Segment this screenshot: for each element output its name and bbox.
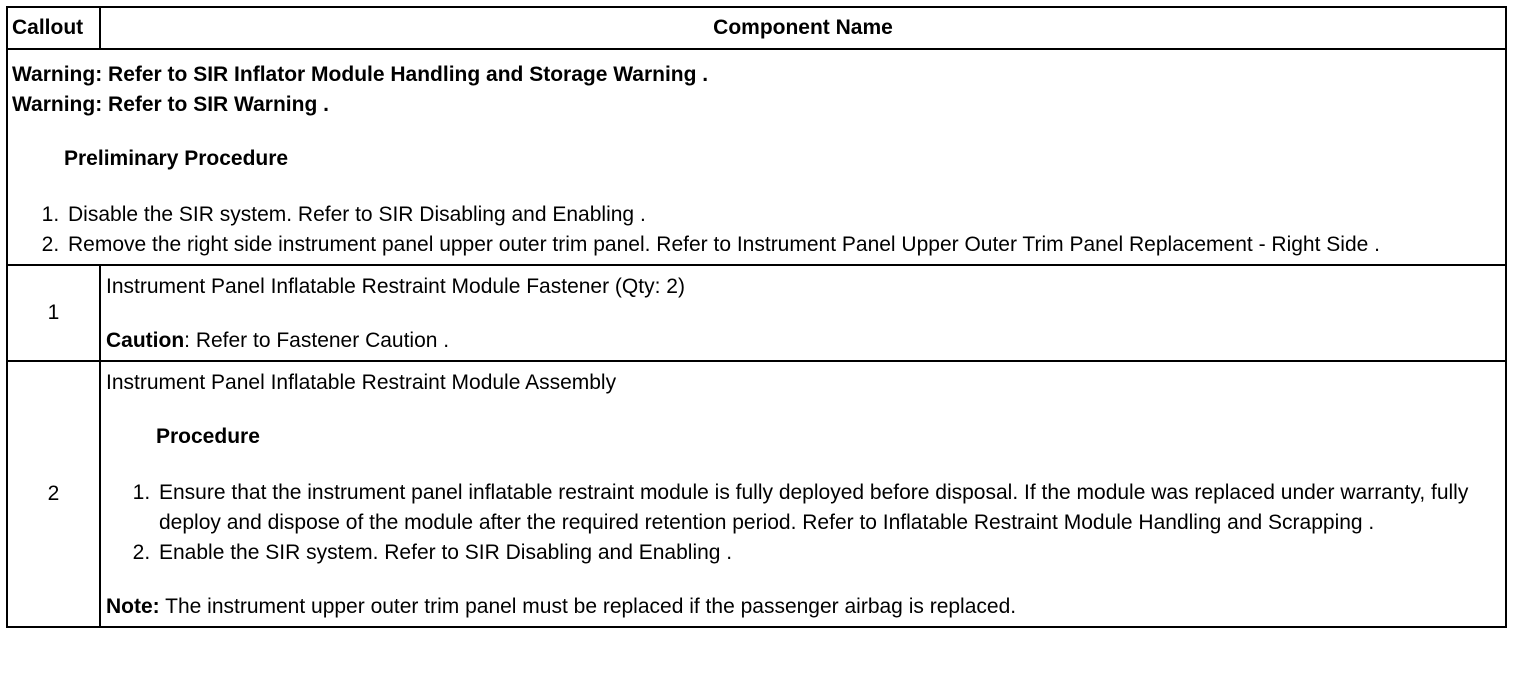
table-row	[7, 361, 1506, 627]
note-text: The instrument upper outer trim panel must be replaced if the passenger airbag is replaced.	[159, 595, 1017, 618]
callout-number: 2	[7, 361, 100, 627]
caution-label: Caution	[106, 329, 185, 352]
procedure-step: 1. Ensure that the instrument panel inflatable restraint module is fully deployed before disposal. If the module was replaced under warranty, fully deploy and dispose of the module after the required retention period. Refer to Inflatable Restraint Module Handling and Scrapping .	[156, 478, 1499, 538]
preliminary-step: 1. Disable the SIR system. Refer to SIR Disabling and Enabling .	[65, 200, 1501, 230]
component-table	[6, 6, 1507, 628]
table-row	[7, 265, 1506, 361]
caution-text: : Refer to Fastener Caution .	[184, 329, 450, 352]
component-cell	[100, 265, 1506, 361]
procedure-step: 2. Enable the SIR system. Refer to SIR Disabling and Enabling .	[156, 538, 1499, 568]
component-name: Instrument Panel Inflatable Restraint Module Assembly	[106, 371, 617, 394]
callout-column-header: Callout	[7, 7, 100, 49]
table-header-row	[7, 7, 1506, 49]
component-name-column-header: Component Name	[100, 7, 1506, 49]
intro-cell	[7, 49, 1506, 265]
caution-line	[106, 326, 1499, 356]
callout-number: 1	[7, 265, 100, 361]
warning-inflator-handling: Warning: Refer to SIR Inflator Module Handling and Storage Warning .	[12, 63, 709, 86]
procedure-steps-list	[106, 478, 1499, 568]
preliminary-steps-list	[12, 200, 1501, 260]
intro-row	[7, 49, 1506, 265]
note-label: Note:	[106, 595, 160, 618]
component-cell	[100, 361, 1506, 627]
preliminary-step: 2. Remove the right side instrument panel upper outer trim panel. Refer to Instrument Panel Upper Outer Trim Panel Replacement - Right Side .	[65, 230, 1501, 260]
preliminary-procedure-title: Preliminary Procedure	[64, 147, 289, 170]
note-line	[106, 592, 1499, 622]
procedure-title: Procedure	[156, 425, 260, 448]
component-name: Instrument Panel Inflatable Restraint Module Fastener (Qty: 2)	[106, 275, 685, 298]
warning-sir: Warning: Refer to SIR Warning .	[12, 93, 329, 116]
